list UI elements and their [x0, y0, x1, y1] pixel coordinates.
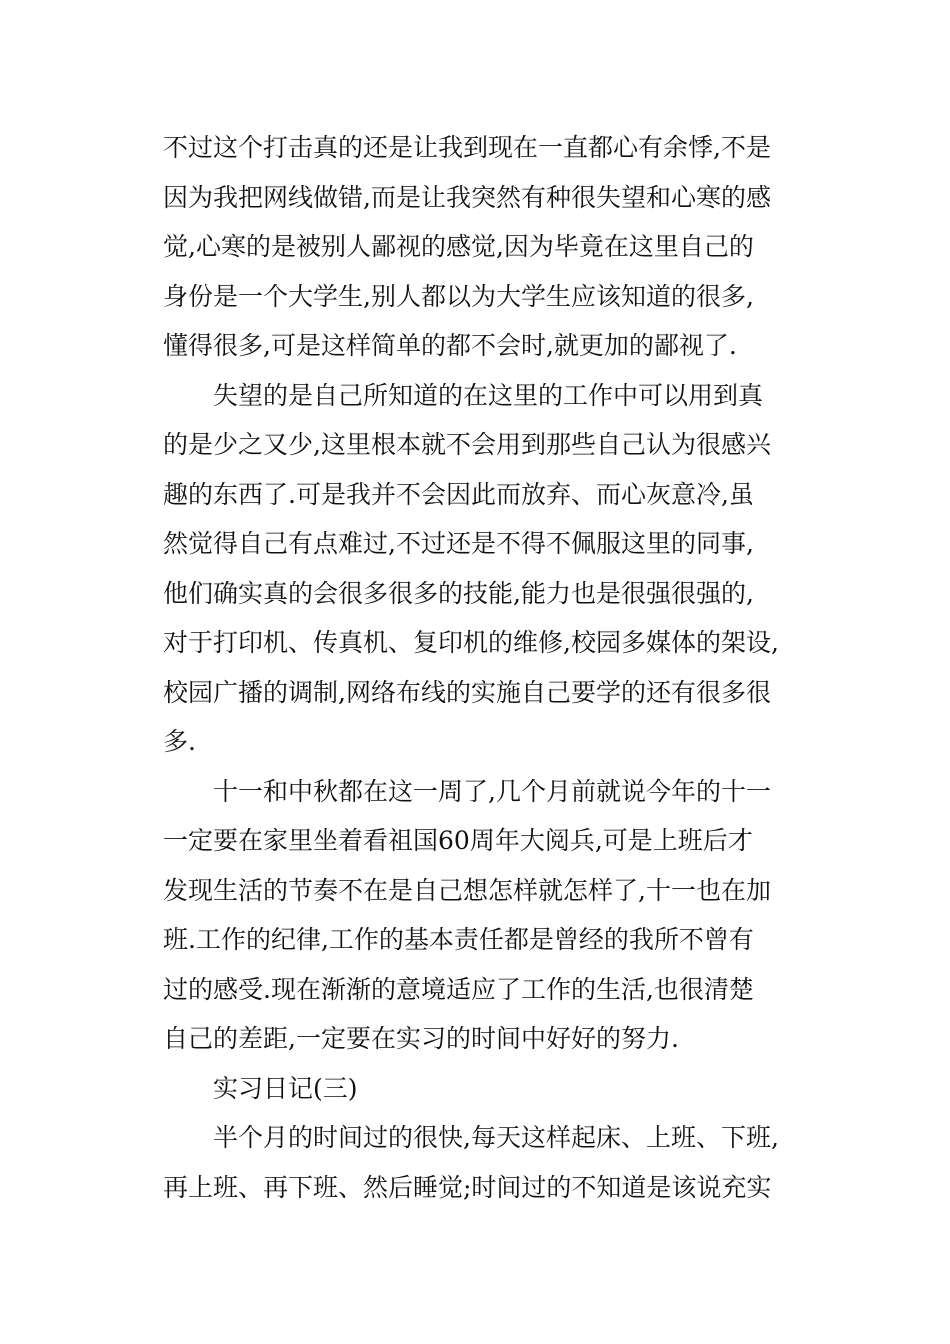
text-line: 再上班、再下班、然后睡觉;时间过的不知道是该说充实 — [163, 1172, 772, 1202]
text-line: 身份是一个大学生,别人都以为大学生应该知道的很多, — [163, 281, 754, 311]
text-line: 然觉得自己有点难过,不过还是不得不佩服这里的同事, — [163, 529, 754, 558]
text-line: 趣的东西了.可是我并不会因此而放弃、而心灰意冷,虽 — [163, 479, 754, 509]
text-line: 半个月的时间过的很快,每天这样起床、上班、下班, — [163, 1123, 779, 1152]
text-line: 自己的差距,一定要在实习的时间中好好的努力. — [163, 1024, 679, 1053]
section-heading: 实习日记(三) — [163, 1073, 358, 1103]
text-line: 一定要在家里坐着看祖国60周年大阅兵,可是上班后才 — [163, 826, 753, 855]
text-line: 校园广播的调制,网络布线的实施自己要学的还有很多很 — [163, 677, 771, 707]
text-line: 班.工作的纪律,工作的基本责任都是曾经的我所不曾有 — [163, 925, 754, 954]
text-line: 十一和中秋都在这一周了,几个月前就说今年的十一 — [163, 776, 771, 806]
text-line: 对于打印机、传真机、复印机的维修,校园多媒体的架设, — [163, 628, 779, 657]
text-line: 多. — [163, 727, 196, 756]
text-line: 的是少之又少,这里根本就不会用到那些自己认为很感兴 — [163, 430, 771, 459]
text-line: 不过这个打击真的还是让我到现在一直都心有余悸,不是 — [163, 133, 771, 162]
text-line: 发现生活的节奏不在是自己想怎样就怎样了,十一也在加 — [163, 875, 771, 905]
text-line: 因为我把网线做错,而是让我突然有种很失望和心寒的感 — [163, 182, 771, 212]
text-line: 失望的是自己所知道的在这里的工作中可以用到真 — [163, 380, 764, 410]
text-line: 过的感受.现在渐渐的意境适应了工作的生活,也很清楚 — [163, 974, 754, 1004]
text-line: 觉,心寒的是被别人鄙视的感觉,因为毕竟在这里自己的 — [163, 232, 754, 261]
body-text — [163, 123, 803, 1212]
text-line: 懂得很多,可是这样简单的都不会时,就更加的鄙视了. — [163, 331, 737, 360]
text-line: 他们确实真的会很多很多的技能,能力也是很强很强的, — [163, 578, 754, 608]
